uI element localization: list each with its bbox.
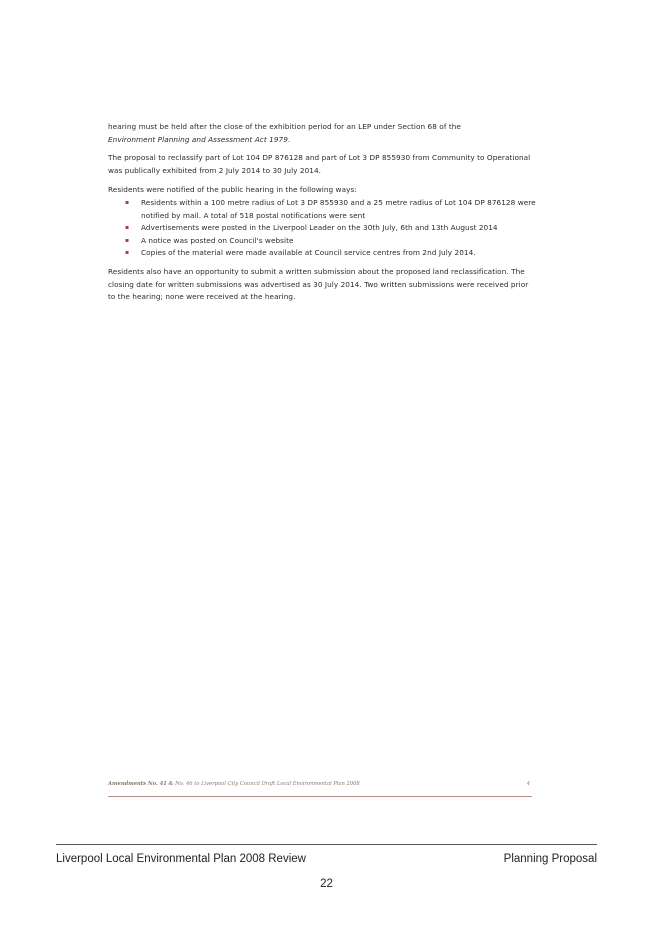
footer-document-title: Liverpool Local Environmental Plan 2008 Review: [56, 853, 306, 865]
list-item-text: A notice was posted on Council's website: [141, 235, 294, 245]
inner-footer-title-bold: Amendments No. 41 &: [108, 781, 176, 787]
bullet-icon: ▪: [125, 198, 130, 206]
paragraph-exhibition: The proposal to reclassify part of Lot 104 DP 876128 and part of Lot 3 DP 855930 from Community to Operational was publically exhibited from 2 July 2014 to 30 July 2014.: [108, 153, 531, 175]
notification-list: [108, 197, 538, 260]
list-item: [108, 247, 538, 260]
bullet-icon: ▪: [125, 249, 130, 257]
list-item: [108, 197, 538, 222]
paragraph-hearing-end: .: [287, 134, 291, 144]
inner-footer-title: [108, 781, 360, 787]
bullet-icon: ▪: [125, 236, 130, 244]
paragraph-submissions: Residents also have an opportunity to submit a written submission about the proposed land reclassification. The closing date for written submissions was advertised as 30 July 2014. Two written submissions were received prior to the hearing; none were received at the hearing.: [108, 266, 529, 302]
inner-footer-divider: [108, 796, 532, 797]
page-number: 22: [320, 878, 333, 890]
footer-divider: [56, 844, 597, 845]
footer-document-type: Planning Proposal: [503, 853, 597, 865]
list-item-text: Copies of the material were made available at Council service centres from 2nd July 2014.: [141, 248, 476, 258]
paragraph-hearing: [108, 121, 538, 146]
inner-footer-page-number: 4: [526, 781, 530, 787]
bullet-icon: ▪: [125, 224, 130, 232]
paragraph-hearing-text: hearing must be held after the close of the exhibition period for an LEP under Section 68 of the: [108, 122, 461, 131]
inner-footer-title-rest: No. 46 to Liverpool City Council Draft Local Environmental Plan 2008: [175, 781, 360, 787]
list-item-text: Advertisements were posted in the Liverpool Leader on the 30th July, 6th and 13th August 2014: [141, 223, 498, 233]
inner-document-footer: [108, 781, 530, 793]
list-item: [108, 235, 538, 248]
list-item-text: Residents within a 100 metre radius of Lot 3 DP 855930 and a 25 metre radius of Lot 104 DP 876128 were notified by mail. A total of 518 postal notifications were sent: [141, 197, 536, 220]
act-name: Environment Planning and Assessment Act 1979: [108, 134, 288, 144]
list-item: [108, 222, 538, 235]
document-body: [108, 121, 538, 304]
paragraph-notification-intro: Residents were notified of the public hearing in the following ways:: [108, 185, 357, 195]
